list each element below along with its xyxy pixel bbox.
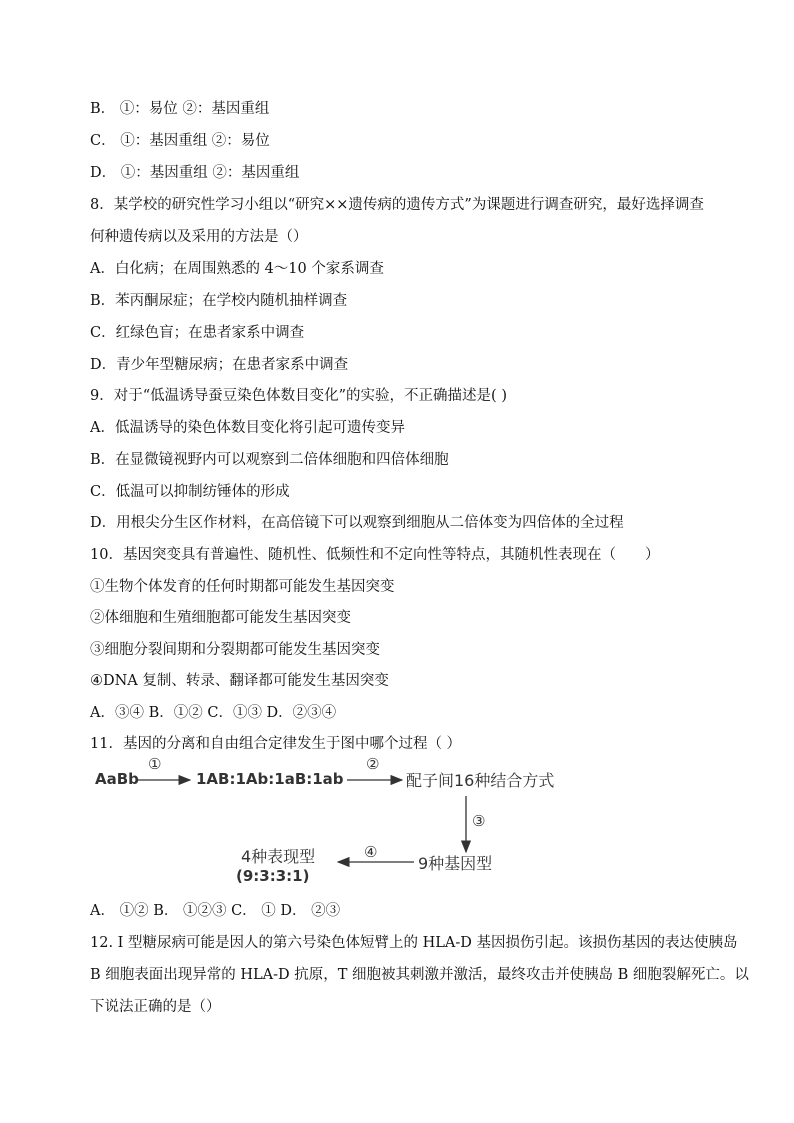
q9-option-b: B．在显微镜视野内可以观察到二倍体细胞和四倍体细胞 bbox=[90, 452, 449, 468]
q8-option-b: B．苯丙酮尿症；在学校内随机抽样调查 bbox=[90, 293, 348, 309]
diagram-step-4: ④ bbox=[364, 843, 378, 861]
q11-options: A． ①② B． ①②③ C． ① D． ②③ bbox=[90, 903, 341, 919]
q8-stem-line2: 何种遗传病以及采用的方法是（） bbox=[90, 229, 308, 245]
q10-statement-1: ①生物个体发育的任何时期都可能发生基因突变 bbox=[90, 579, 395, 595]
q9-option-a: A．低温诱导的染色体数目变化将引起可遗传变异 bbox=[90, 420, 405, 436]
q8-option-a: A．白化病；在周围熟悉的 4～10 个家系调查 bbox=[90, 261, 384, 277]
q9-stem: 9．对于“低温诱导蚕豆染色体数目变化”的实验，不正确描述是( ) bbox=[90, 388, 507, 404]
diagram-genotypes: 9种基因型 bbox=[418, 854, 493, 873]
q8-stem-line1: 8．某学校的研究性学习小组以“研究××遗传病的遗传方式”为课题进行调查研究，最好选择调查 bbox=[90, 197, 704, 213]
q10-stem: 10．基因突变具有普遍性、随机性、低频性和不定向性等特点，其随机性表现在（ ） bbox=[90, 547, 660, 563]
q9-option-c: C．低温可以抑制纺锤体的形成 bbox=[90, 484, 290, 500]
q7-option-d: D． ①：基因重组 ②：基因重组 bbox=[90, 165, 300, 181]
diagram-step-3: ③ bbox=[472, 812, 486, 830]
q10-options: A．③④ B．①② C．①③ D．②③④ bbox=[90, 705, 337, 721]
diagram-step-2: ② bbox=[366, 755, 380, 773]
diagram-step-1: ① bbox=[148, 755, 162, 773]
q12-stem-line1: 12. I 型糖尿病可能是因人的第六号染色体短臂上的 HLA-D 基因损伤引起。该损伤基因的表达使胰岛 bbox=[90, 935, 738, 951]
q11-stem: 11．基因的分离和自由组合定律发生于图中哪个过程（ ） bbox=[90, 736, 462, 752]
q8-option-c: C．红绿色盲；在患者家系中调查 bbox=[90, 325, 305, 341]
diagram-ratio: (9:3:3:1) bbox=[236, 867, 310, 885]
diagram-phenotypes: 4种表现型 bbox=[241, 847, 316, 866]
q7-option-c: C． ①：基因重组 ②：易位 bbox=[90, 133, 270, 149]
q9-option-d: D．用根尖分生区作材料，在高倍镜下可以观察到细胞从二倍体变为四倍体的全过程 bbox=[90, 515, 624, 531]
diagram-gametes: 1AB:1Ab:1aB:1ab bbox=[196, 770, 344, 788]
diagram-combinations: 配子间16种结合方式 bbox=[406, 771, 555, 790]
q7-option-b: B． ①：易位 ②：基因重组 bbox=[90, 101, 270, 117]
q10-statement-2: ②体细胞和生殖细胞都可能发生基因突变 bbox=[90, 610, 351, 626]
q12-stem-line3: 下说法正确的是（） bbox=[90, 999, 221, 1015]
q12-stem-line2: B 细胞表面出现异常的 HLA-D 抗原，T 细胞被其刺激并激活，最终攻击并使胰岛 B 细胞裂解死亡。以 bbox=[90, 967, 749, 983]
q10-statement-3: ③细胞分裂间期和分裂期都可能发生基因突变 bbox=[90, 642, 380, 658]
q8-option-d: D．青少年型糖尿病；在患者家系中调查 bbox=[90, 357, 349, 373]
diagram-start-genotype: AaBb bbox=[95, 770, 139, 788]
q10-statement-4: ④DNA 复制、转录、翻译都可能发生基因突变 bbox=[90, 673, 389, 689]
